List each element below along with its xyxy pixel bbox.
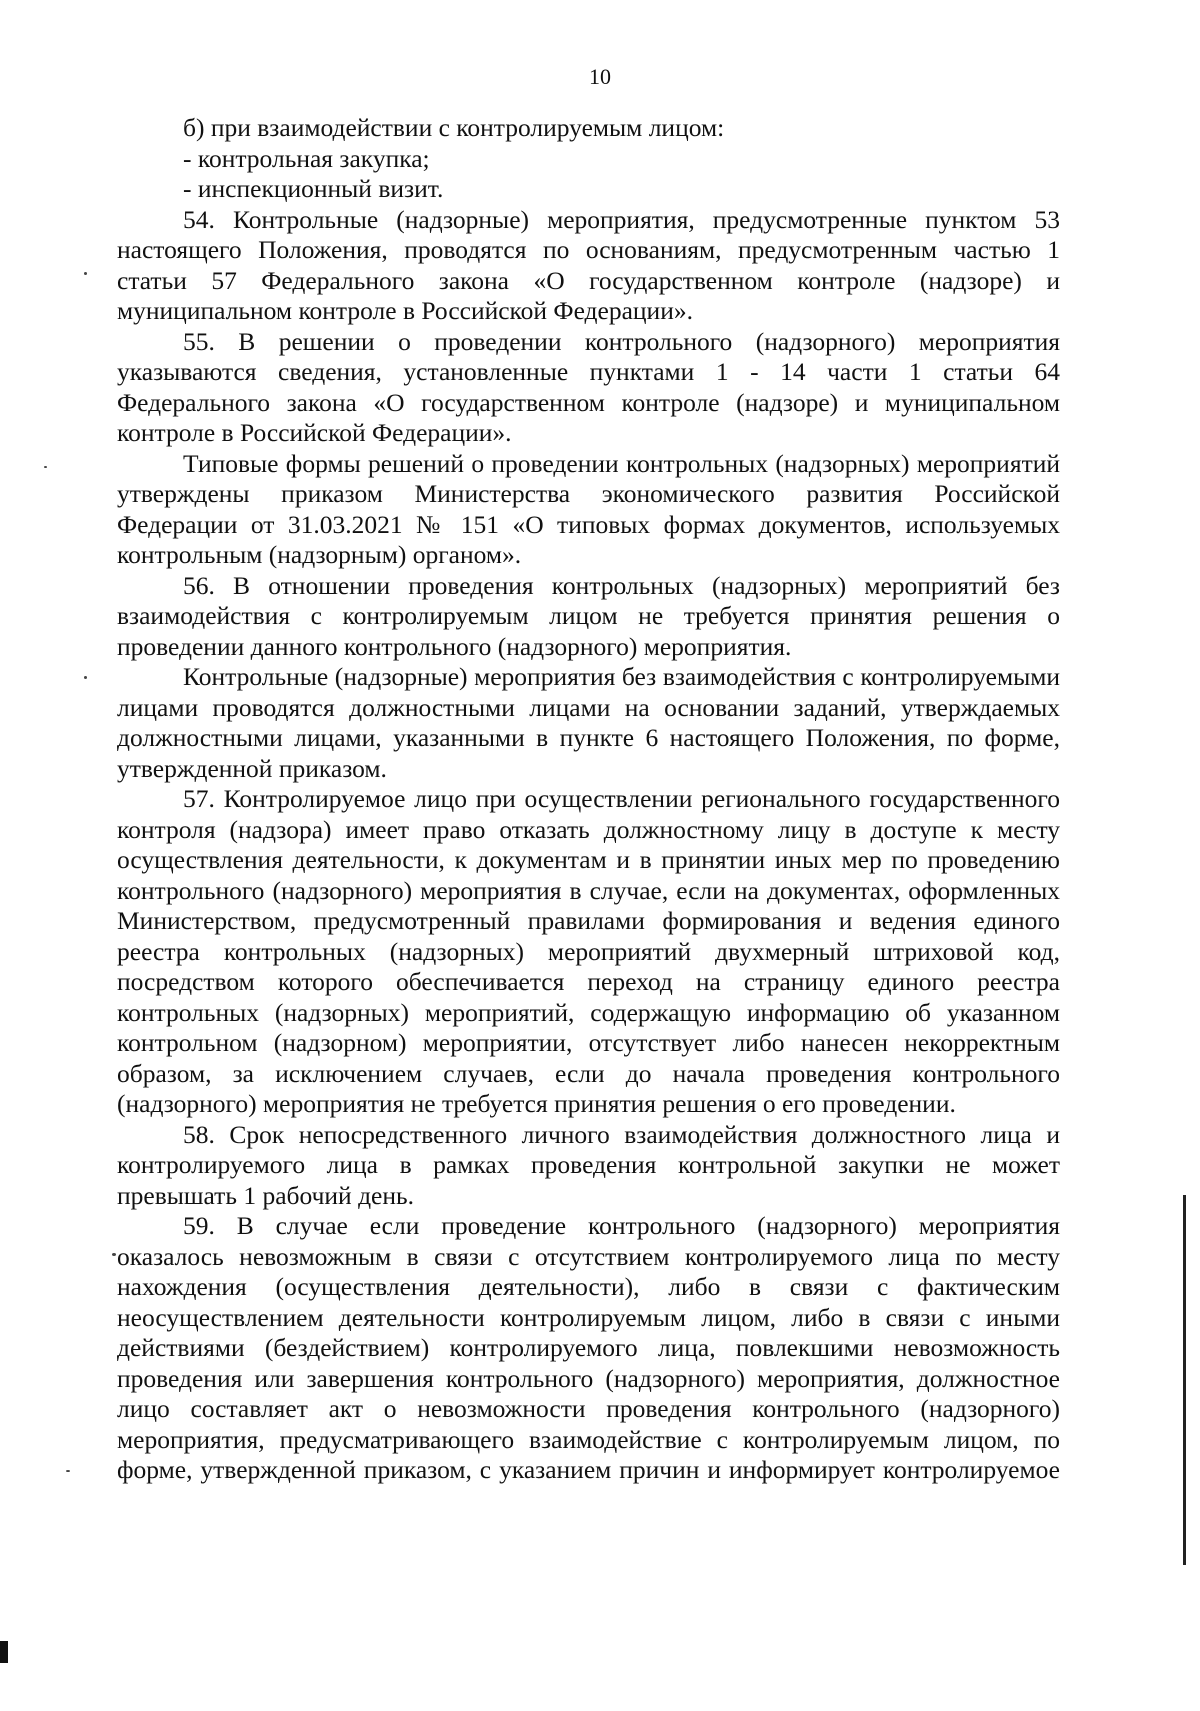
page-number: 10 xyxy=(589,64,611,89)
paragraph-control-purchase: - контрольная закупка; xyxy=(183,143,430,173)
paragraph-59: 59. В случае если проведение контрольного (надзорного) мероприятия оказалось невозможным в связи с отсутствием контролируемого лица по месту нахождения (осуществления деятельности), либо в связи с фактическим неосуществлением деятельности контролируемым лицом, либо в связи с иными действиями (бездействием) контролируемого лица, повлекшими невозможность проведения или завершения контрольного (надзорного) мероприятия, должностное лицо составляет акт о невозможности проведения контрольного (надзорного) мероприятия, предусматривающего взаимодействие с контролируемым лицом, по форме, утвержденной приказом, с указанием причин и информирует контролируемое xyxy=(117,1211,1060,1484)
scan-speck xyxy=(112,1253,116,1256)
scan-edge-line xyxy=(1183,1195,1186,1565)
scan-speck xyxy=(44,466,47,468)
paragraph-item-b: б) при взаимодействии с контролируемым лицом: xyxy=(183,113,725,142)
paragraph-inspection-visit: - инспекционный визит. xyxy=(183,174,444,203)
paragraph-55: 55. В решении о проведении контрольного (надзорного) мероприятия указываются сведения, установленные пунктами 1 - 14 части 1 статьи 64 Федерального закона «О государственном контроле (надзоре) и муниципальном контроле в Российской Федерации». xyxy=(117,326,1060,447)
paragraph-54: 54. Контрольные (надзорные) мероприятия, предусмотренные пунктом 53 настоящего Положения, проводятся по основаниям, предусмотренным частью 1 статьи 57 Федерального закона «О государственном контроле (надзоре) и муниципальном контроле в Российской Федерации». xyxy=(117,204,1060,325)
paragraph-58: 58. Срок непосредственного личного взаимодействия должностного лица и контролируемого лица в рамках проведения контрольной закупки не может превышать 1 рабочий день. xyxy=(117,1119,1060,1210)
paragraph-56: 56. В отношении проведения контрольных (надзорных) мероприятий без взаимодействия с контролируемым лицом не требуется принятия решения о проведении данного контрольного (надзорного) мероприятия. xyxy=(117,570,1060,661)
document-body xyxy=(117,113,1060,1486)
scan-speck xyxy=(84,676,87,679)
paragraph-57: 57. Контролируемое лицо при осуществлении регионального государственного контроля (надзора) имеет право отказать должностному лицу в доступе к месту осуществления деятельности, к документам и в принятии иных мер по проведению контрольного (надзорного) мероприятия в случае, если на документах, оформленных Министерством, предусмотренный правилами формирования и ведения единого реестра контрольных (надзорных) мероприятий двухмерный штриховой код, посредством которого обеспечивается переход на страницу единого реестра контрольных (надзорных) мероприятий, содержащую информацию об указанном контрольном (надзорном) мероприятии, отсутствует либо нанесен некорректным образом, за исключением случаев, если до начала проведения контрольного (надзорного) мероприятия не требуется принятия решения о его проведении. xyxy=(117,784,1060,1118)
paragraph-typical-forms: Типовые формы решений о проведении контрольных (надзорных) мероприятий утверждены приказом Министерства экономического развития Российской Федерации от 31.03.2021 № 151 «О типовых формах документов, используемых контрольным (надзорным) органом». xyxy=(117,448,1060,569)
paragraph-no-interaction-measures: Контрольные (надзорные) мероприятия без взаимодействия с контролируемыми лицами проводятся должностными лицами на основании заданий, утверждаемых должностными лицами, указанными в пункте 6 настоящего Положения, по форме, утвержденной приказом. xyxy=(117,662,1060,783)
scan-corner-mark xyxy=(0,1641,8,1663)
scan-speck xyxy=(66,1470,70,1472)
scan-speck xyxy=(84,272,87,275)
